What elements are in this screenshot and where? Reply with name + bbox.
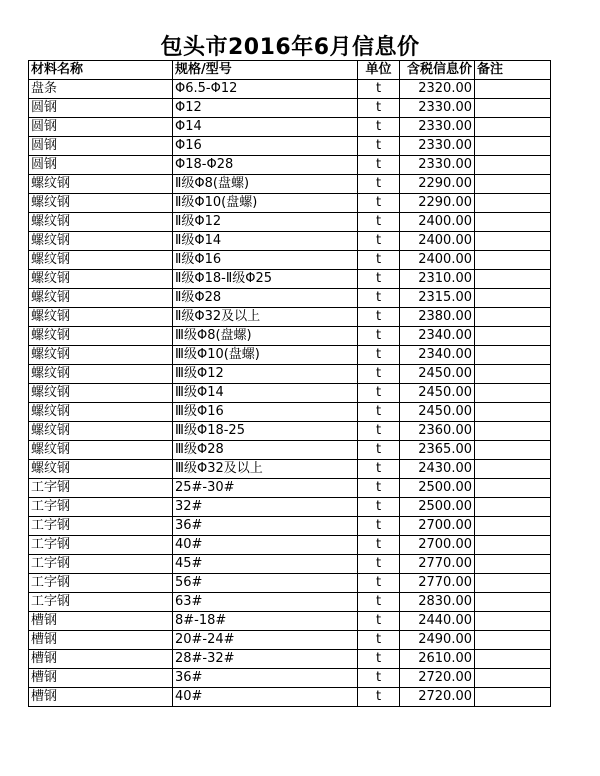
cell-price: 2830.00 (400, 593, 475, 612)
cell-price: 2610.00 (400, 650, 475, 669)
cell-price: 2330.00 (400, 156, 475, 175)
cell-spec: Ⅲ级Φ10(盘螺) (173, 346, 358, 365)
table-row (29, 612, 551, 631)
price-table (28, 60, 551, 707)
cell-note (475, 251, 551, 270)
cell-price: 2500.00 (400, 479, 475, 498)
cell-price: 2310.00 (400, 270, 475, 289)
cell-spec: Φ16 (173, 137, 358, 156)
cell-unit: t (358, 327, 400, 346)
cell-price: 2440.00 (400, 612, 475, 631)
table-row (29, 270, 551, 289)
cell-note (475, 517, 551, 536)
cell-unit: t (358, 574, 400, 593)
cell-unit: t (358, 631, 400, 650)
cell-note (475, 460, 551, 479)
cell-unit: t (358, 669, 400, 688)
cell-note (475, 194, 551, 213)
table-row (29, 688, 551, 707)
table-row (29, 498, 551, 517)
table-row (29, 669, 551, 688)
table-row (29, 175, 551, 194)
cell-unit: t (358, 156, 400, 175)
cell-unit: t (358, 289, 400, 308)
cell-unit: t (358, 251, 400, 270)
cell-material: 螺纹钢 (29, 365, 173, 384)
cell-unit: t (358, 308, 400, 327)
table-row (29, 308, 551, 327)
cell-note (475, 403, 551, 422)
table-row (29, 194, 551, 213)
cell-material: 螺纹钢 (29, 213, 173, 232)
cell-note (475, 479, 551, 498)
cell-price: 2720.00 (400, 688, 475, 707)
cell-spec: Φ14 (173, 118, 358, 137)
cell-spec: Ⅲ级Φ16 (173, 403, 358, 422)
cell-material: 工字钢 (29, 498, 173, 517)
cell-note (475, 118, 551, 137)
cell-note (475, 498, 551, 517)
cell-material: 螺纹钢 (29, 327, 173, 346)
table-row (29, 213, 551, 232)
cell-spec: 40# (173, 688, 358, 707)
cell-material: 槽钢 (29, 650, 173, 669)
cell-unit: t (358, 365, 400, 384)
cell-material: 圆钢 (29, 156, 173, 175)
table-row (29, 441, 551, 460)
header-unit: 单位 (358, 61, 400, 80)
table-header-row (29, 61, 551, 80)
cell-note (475, 384, 551, 403)
cell-material: 工字钢 (29, 479, 173, 498)
cell-unit: t (358, 137, 400, 156)
cell-material: 螺纹钢 (29, 460, 173, 479)
table-row (29, 384, 551, 403)
cell-spec: Ⅱ级Φ10(盘螺) (173, 194, 358, 213)
cell-note (475, 536, 551, 555)
cell-price: 2360.00 (400, 422, 475, 441)
cell-note (475, 346, 551, 365)
cell-spec: Ⅲ级Φ12 (173, 365, 358, 384)
cell-material: 圆钢 (29, 137, 173, 156)
cell-unit: t (358, 536, 400, 555)
table-row (29, 650, 551, 669)
cell-spec: Ⅲ级Φ32及以上 (173, 460, 358, 479)
table-row (29, 403, 551, 422)
table-row (29, 460, 551, 479)
cell-note (475, 593, 551, 612)
cell-unit: t (358, 612, 400, 631)
cell-material: 盘条 (29, 80, 173, 99)
cell-price: 2450.00 (400, 384, 475, 403)
cell-material: 螺纹钢 (29, 346, 173, 365)
cell-unit: t (358, 403, 400, 422)
cell-price: 2330.00 (400, 99, 475, 118)
cell-unit: t (358, 593, 400, 612)
cell-material: 螺纹钢 (29, 422, 173, 441)
table-row (29, 422, 551, 441)
cell-unit: t (358, 498, 400, 517)
cell-spec: Ⅱ级Φ8(盘螺) (173, 175, 358, 194)
cell-price: 2400.00 (400, 213, 475, 232)
table-row (29, 593, 551, 612)
cell-price: 2340.00 (400, 346, 475, 365)
cell-spec: 25#-30# (173, 479, 358, 498)
cell-price: 2330.00 (400, 137, 475, 156)
cell-note (475, 669, 551, 688)
cell-material: 圆钢 (29, 99, 173, 118)
cell-price: 2290.00 (400, 194, 475, 213)
table-row (29, 536, 551, 555)
cell-unit: t (358, 384, 400, 403)
cell-material: 槽钢 (29, 669, 173, 688)
cell-spec: 40# (173, 536, 358, 555)
cell-spec: 56# (173, 574, 358, 593)
cell-unit: t (358, 194, 400, 213)
cell-material: 螺纹钢 (29, 384, 173, 403)
cell-material: 工字钢 (29, 555, 173, 574)
cell-material: 槽钢 (29, 631, 173, 650)
table-row (29, 232, 551, 251)
cell-material: 螺纹钢 (29, 194, 173, 213)
cell-material: 工字钢 (29, 536, 173, 555)
cell-spec: Φ18-Φ28 (173, 156, 358, 175)
table-row (29, 137, 551, 156)
cell-material: 螺纹钢 (29, 441, 173, 460)
cell-spec: Ⅱ级Φ16 (173, 251, 358, 270)
cell-spec: Ⅲ级Φ14 (173, 384, 358, 403)
cell-note (475, 213, 551, 232)
table-row (29, 99, 551, 118)
cell-unit: t (358, 175, 400, 194)
cell-spec: Ⅲ级Φ8(盘螺) (173, 327, 358, 346)
cell-spec: 36# (173, 517, 358, 536)
cell-unit: t (358, 479, 400, 498)
cell-price: 2700.00 (400, 536, 475, 555)
cell-unit: t (358, 270, 400, 289)
cell-note (475, 631, 551, 650)
cell-material: 螺纹钢 (29, 270, 173, 289)
table-row (29, 289, 551, 308)
table-row (29, 517, 551, 536)
cell-note (475, 232, 551, 251)
table-row (29, 479, 551, 498)
cell-note (475, 422, 551, 441)
cell-material: 圆钢 (29, 118, 173, 137)
cell-spec: Ⅲ级Φ18-25 (173, 422, 358, 441)
cell-price: 2700.00 (400, 517, 475, 536)
cell-material: 螺纹钢 (29, 289, 173, 308)
table-row (29, 251, 551, 270)
cell-unit: t (358, 650, 400, 669)
cell-spec: Ⅱ级Φ14 (173, 232, 358, 251)
cell-price: 2770.00 (400, 555, 475, 574)
cell-note (475, 289, 551, 308)
cell-spec: Ⅱ级Φ12 (173, 213, 358, 232)
table-row (29, 156, 551, 175)
cell-note (475, 80, 551, 99)
cell-spec: 36# (173, 669, 358, 688)
cell-price: 2500.00 (400, 498, 475, 517)
cell-note (475, 175, 551, 194)
cell-note (475, 650, 551, 669)
cell-price: 2770.00 (400, 574, 475, 593)
cell-price: 2340.00 (400, 327, 475, 346)
cell-note (475, 137, 551, 156)
cell-note (475, 688, 551, 707)
header-material: 材料名称 (29, 61, 173, 80)
cell-material: 工字钢 (29, 517, 173, 536)
cell-note (475, 327, 551, 346)
header-note: 备注 (475, 61, 551, 80)
table-row (29, 365, 551, 384)
cell-spec: Ⅱ级Φ32及以上 (173, 308, 358, 327)
cell-material: 螺纹钢 (29, 308, 173, 327)
table-row (29, 118, 551, 137)
cell-price: 2720.00 (400, 669, 475, 688)
cell-price: 2290.00 (400, 175, 475, 194)
cell-spec: Φ12 (173, 99, 358, 118)
cell-price: 2400.00 (400, 232, 475, 251)
cell-material: 槽钢 (29, 612, 173, 631)
cell-spec: 45# (173, 555, 358, 574)
cell-price: 2315.00 (400, 289, 475, 308)
cell-price: 2320.00 (400, 80, 475, 99)
table-row (29, 574, 551, 593)
cell-unit: t (358, 460, 400, 479)
page-title: 包头市2016年6月信息价 (160, 35, 420, 60)
cell-spec: Φ6.5-Φ12 (173, 80, 358, 99)
cell-note (475, 574, 551, 593)
cell-note (475, 156, 551, 175)
cell-price: 2330.00 (400, 118, 475, 137)
cell-note (475, 99, 551, 118)
cell-price: 2450.00 (400, 403, 475, 422)
cell-unit: t (358, 346, 400, 365)
cell-spec: 32# (173, 498, 358, 517)
cell-spec: Ⅱ级Φ28 (173, 289, 358, 308)
cell-spec: 8#-18# (173, 612, 358, 631)
cell-unit: t (358, 517, 400, 536)
cell-note (475, 270, 551, 289)
cell-note (475, 555, 551, 574)
cell-unit: t (358, 441, 400, 460)
cell-material: 螺纹钢 (29, 251, 173, 270)
cell-unit: t (358, 555, 400, 574)
table-row (29, 631, 551, 650)
cell-note (475, 308, 551, 327)
cell-material: 槽钢 (29, 688, 173, 707)
cell-price: 2380.00 (400, 308, 475, 327)
cell-price: 2490.00 (400, 631, 475, 650)
header-spec: 规格/型号 (173, 61, 358, 80)
cell-material: 螺纹钢 (29, 403, 173, 422)
cell-unit: t (358, 99, 400, 118)
table-row (29, 346, 551, 365)
cell-spec: 20#-24# (173, 631, 358, 650)
cell-price: 2365.00 (400, 441, 475, 460)
cell-spec: 63# (173, 593, 358, 612)
table-row (29, 555, 551, 574)
cell-note (475, 441, 551, 460)
cell-note (475, 365, 551, 384)
cell-material: 螺纹钢 (29, 175, 173, 194)
cell-note (475, 612, 551, 631)
table-row (29, 80, 551, 99)
cell-price: 2400.00 (400, 251, 475, 270)
cell-unit: t (358, 118, 400, 137)
cell-material: 工字钢 (29, 574, 173, 593)
cell-unit: t (358, 232, 400, 251)
cell-material: 螺纹钢 (29, 232, 173, 251)
cell-unit: t (358, 422, 400, 441)
cell-unit: t (358, 688, 400, 707)
cell-price: 2450.00 (400, 365, 475, 384)
table-row (29, 327, 551, 346)
cell-spec: 28#-32# (173, 650, 358, 669)
cell-material: 工字钢 (29, 593, 173, 612)
cell-unit: t (358, 213, 400, 232)
header-price: 含税信息价 (400, 61, 475, 80)
cell-price: 2430.00 (400, 460, 475, 479)
cell-unit: t (358, 80, 400, 99)
cell-spec: Ⅱ级Φ18-Ⅱ级Φ25 (173, 270, 358, 289)
cell-spec: Ⅲ级Φ28 (173, 441, 358, 460)
